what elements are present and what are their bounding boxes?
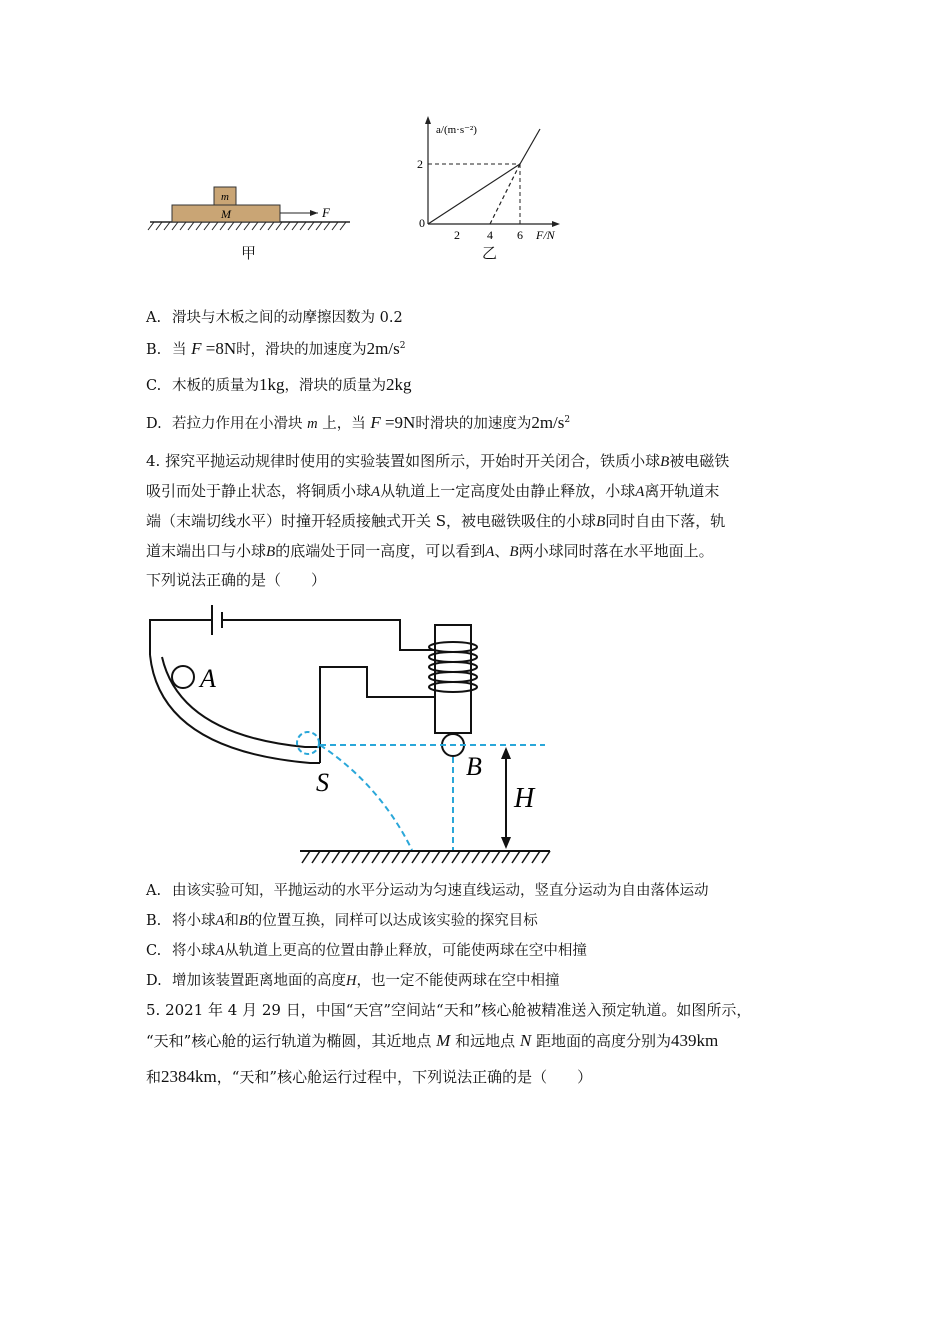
q4-stem-line-5: 下列说法正确的是（ ）	[146, 571, 327, 589]
x-tick-2: 2	[454, 228, 460, 242]
q3-option-c[interactable]: C. 木板的质量为1kg，滑块的质量为2kg	[146, 375, 412, 394]
q4-option-c[interactable]: C. 将小球A从轨道上更高的位置由静止释放，可能使两球在空中相撞	[146, 943, 587, 959]
y-tick-2: 2	[417, 157, 423, 171]
label-M: M	[221, 207, 231, 221]
q4-option-b[interactable]: B. 将小球A和B的位置互换，同样可以达成该实验的探究目标	[146, 913, 538, 929]
q4-stem-line-4: 道末端出口与小球B的底端处于同一高度，可以看到A、B两小球同时落在水平地面上。	[146, 542, 714, 560]
ball-a	[172, 666, 194, 688]
q3-option-d[interactable]: D. 若拉力作用在小滑块 m 上，当 F =9N时滑块的加速度为$2m/s^2$	[146, 413, 571, 432]
x-axis-label: F/N	[536, 228, 555, 242]
q3-option-b[interactable]: B. 当 F =8N时，滑块的加速度为$2m/s^2$	[146, 339, 406, 358]
series-line-1	[490, 164, 520, 224]
label-s: S	[316, 768, 329, 797]
origin-label: 0	[419, 216, 425, 230]
q4-stem-line-2: 吸引而处于静止状态，将铜质小球A从轨道上一定高度处由静止释放，小球A离开轨道末	[146, 482, 720, 500]
q4-option-a[interactable]: A. 由该实验可知，平抛运动的水平分运动为匀速直线运动，竖直分运动为自由落体运动	[146, 883, 709, 899]
caption-jia: 甲	[241, 244, 257, 262]
q5-stem-line-1: 5. 2021 年 4 月 29 日，中国“天宫”空间站“天和”核心舱被精准送入预定轨道。如图所示，	[146, 1001, 752, 1019]
label-F: F	[322, 205, 330, 220]
series-line-0	[428, 164, 520, 224]
figure-yi-chart	[410, 112, 580, 242]
q4-stem-line-3: 端（末端切线水平）时撞开轻质接触式开关 S，被电磁铁吸住的小球B同时自由下落，轨	[146, 512, 726, 530]
q4-option-d[interactable]: D. 增加该装置距离地面的高度H，也一定不能使两球在空中相撞	[146, 973, 560, 989]
q4-stem-line-1: 4. 探究平抛运动规律时使用的实验装置如图所示，开始时开关闭合，铁质小球B被电磁铁	[146, 452, 730, 470]
label-h: H	[514, 783, 535, 814]
y-axis-label: a/(m·s⁻²)	[436, 124, 477, 136]
x-tick-6: 6	[517, 228, 523, 242]
q5-stem-line-2: “天和”核心舱的运行轨道为椭圆，其近地点 M 和远地点 N 距地面的高度分别为439km	[146, 1031, 719, 1050]
q3-option-a[interactable]: A. 滑块与木板之间的动摩擦因数为 0.2	[146, 310, 403, 326]
label-b: B	[466, 752, 482, 781]
caption-yi: 乙	[482, 244, 498, 262]
figure-apparatus	[140, 595, 560, 875]
label-a: A	[200, 664, 216, 693]
label-m: m	[221, 191, 229, 203]
x-tick-4: 4	[487, 228, 493, 242]
q5-stem-line-3: 和2384km，“天和”核心舱运行过程中，下列说法正确的是（ ）	[146, 1067, 593, 1086]
series-line-2	[520, 129, 540, 164]
